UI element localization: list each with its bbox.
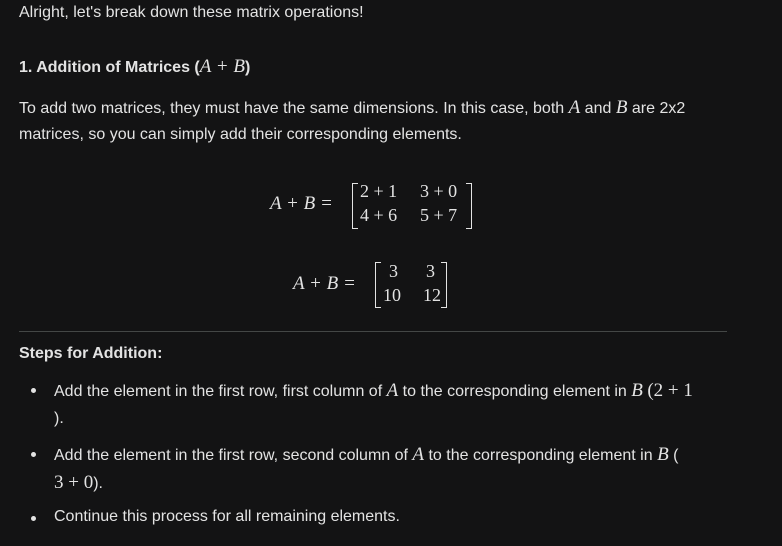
step2-end: ). — [93, 475, 103, 492]
equation2-cell: 3 — [389, 261, 398, 281]
section-heading-math: A + B — [199, 56, 245, 77]
equation1-right-bracket — [466, 183, 472, 229]
step2-line-2 — [54, 472, 103, 494]
step1-text-b: to the corresponding element in — [402, 383, 627, 400]
paragraph-text-end: are 2x2 — [631, 100, 686, 117]
bullet-icon — [31, 388, 36, 393]
list-item — [54, 444, 678, 466]
equation2-cell: 3 — [426, 261, 435, 281]
equation1-cell: 4 + 6 — [360, 205, 398, 225]
paragraph-text: To add two matrices, they must have the same dimensions. In this case, both — [19, 100, 565, 117]
list-item: Continue this process for all remaining elements. — [54, 508, 400, 525]
equation2-left-bracket — [375, 262, 381, 308]
step1-end: ). — [54, 410, 64, 427]
section-heading — [19, 56, 250, 78]
steps-heading: Steps for Addition: — [19, 345, 163, 362]
step1-math: (2 + 1 — [647, 380, 693, 401]
equation2-lhs: A + B = — [293, 273, 356, 294]
step1-var-b: B — [631, 380, 643, 401]
step2-text: Add the element in the first row, second column of — [54, 447, 408, 464]
equation1-cell: 5 + 7 — [420, 205, 458, 225]
divider — [19, 331, 727, 332]
paragraph-and: and — [584, 100, 612, 117]
paragraph-line-1 — [19, 97, 685, 119]
equation1-lhs: A + B = — [270, 193, 333, 214]
step1-var-a: A — [386, 380, 399, 401]
equation1-cell: 2 + 1 — [360, 181, 398, 201]
bullet-icon — [31, 516, 36, 521]
section-heading-prefix: 1. Addition of Matrices ( — [19, 59, 200, 76]
step2-text-b: to the corresponding element in — [428, 447, 653, 464]
intro-text: Alright, let's break down these matrix operations! — [19, 4, 364, 21]
equation2-cell: 10 — [383, 285, 401, 305]
var-a: A — [568, 97, 581, 118]
section-heading-suffix: ) — [244, 59, 251, 76]
equation1-cell: 3 + 0 — [420, 181, 458, 201]
step1-text: Add the element in the first row, first column of — [54, 383, 383, 400]
list-item — [54, 380, 693, 402]
step2-var-b: B — [657, 444, 669, 465]
paragraph-line-2: matrices, so you can simply add their corresponding elements. — [19, 126, 462, 143]
bullet-icon — [31, 452, 36, 457]
equation2-cell: 12 — [423, 285, 441, 305]
equation1-left-bracket — [352, 183, 358, 229]
step2-math: 3 + 0 — [54, 472, 94, 493]
var-b: B — [615, 97, 628, 118]
step2-var-a: A — [412, 444, 425, 465]
equation2-right-bracket — [441, 262, 447, 308]
step2-open-paren: ( — [673, 447, 679, 464]
